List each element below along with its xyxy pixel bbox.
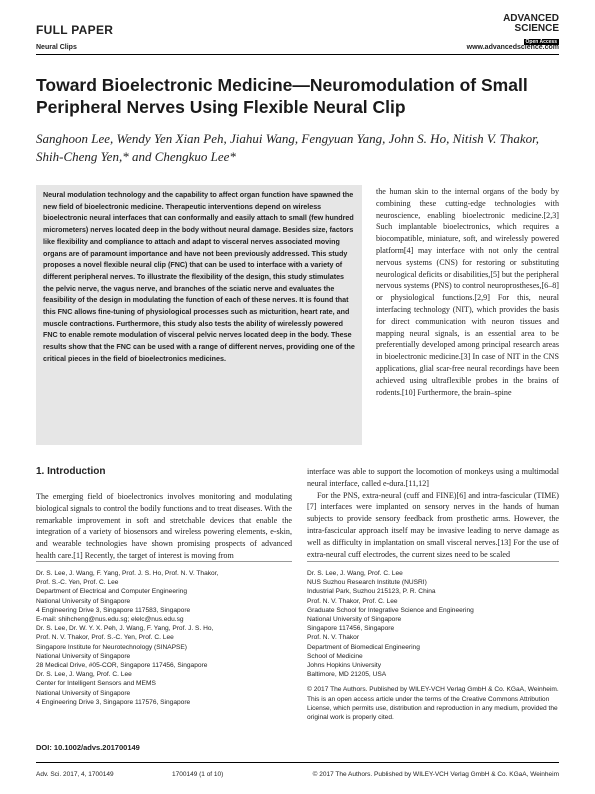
footer-page-number: 1700149 (1 of 10) — [172, 771, 224, 778]
intro-paragraph: The emerging field of bioelectronics involves monitoring and modulating biological signals to control the bodily functions and to treat diseases. With the remarkable improvement in soft and stretchable devices that enable the integration of a variety of biosensors and wireless powering elements, e-skin, and wearable technologies have shown promising prospects of advanced health care.[1] Recently, the target of interest is moving from — [36, 492, 292, 560]
affiliations-right — [307, 569, 559, 722]
affiliation-line: Baltimore, MD 21205, USA — [307, 671, 387, 679]
journal-logo — [503, 14, 559, 45]
affiliation-line: Dr. S. Lee, J. Wang, Prof. C. Lee — [307, 570, 403, 577]
right-column-continuation — [307, 466, 559, 560]
affiliation-line: Department of Biomedical Engineering — [307, 643, 420, 651]
affiliation-line: Singapore 117456, Singapore — [307, 625, 395, 633]
footnote-rule-left — [36, 561, 292, 562]
affiliation-line: 4 Engineering Drive 3, Singapore 117576, Singapore — [36, 698, 191, 706]
affiliation-email: E-mail: shihcheng@nus.edu.sg; elelc@nus.edu.sg — [36, 616, 184, 624]
affiliation-line: Graduate School for Integrative Science and Engineering — [307, 606, 474, 614]
affiliation-line: School of Medicine — [307, 652, 363, 660]
affiliation-line: Dr. S. Lee, J. Wang, F. Yang, Prof. J. S. Ho, Prof. N. V. Thakor, — [36, 570, 219, 577]
paragraph-pns: For the PNS, extra-neural (cuff and FINE)[6] and intra-fascicular (TIME)[7] interfaces were implanted on sensory nerves in the hands of human subjects to provide sensory feedback from prosthetic arms. However, the intra-fascicular approach itself may be invasive leading to nerve damage as well as difficulty in implantation on small visceral nerves.[13] For the use of extra-neural cuff electrodes, the current sizes need to be scaled — [307, 490, 559, 559]
affiliation-line: Department of Electrical and Computer Engineering — [36, 588, 188, 596]
affiliation-line: Prof. N. V. Thakor, Prof. S.-C. Yen, Prof. C. Lee — [36, 634, 174, 642]
affiliation-line: Dr. S. Lee, Dr. W. Y. X. Peh, J. Wang, F. Yang, Prof. J. S. Ho, — [36, 625, 214, 633]
affiliation-line: Center for Intelligent Sensors and MEMS — [36, 680, 156, 688]
affiliation-line: Prof. N. V. Thakor, Prof. C. Lee — [307, 597, 398, 605]
affiliation-line: Prof. N. V. Thakor — [307, 634, 360, 642]
abstract-text: Neural modulation technology and the capability to affect organ function have spawned the new field of bioelectronic medicine. Therapeutic interventions depend on wireless bioelectronic neural interfaces that can conformally and easily attach to small (few hundred micrometers) nerves located deep in the body without neural damage. Besides size, factors like flexibility and compliance to attach and adapt to visceral nerves associated moving organs are of paramount importance and have not been previously addressed. This study proposes a novel flexible neural clip (FNC) that can be used to interface with a variety of different peripheral nerves. To illustrate the flexibility of the design, this study stimulates the pelvic nerve, the vagus nerve, and branches of the sciatic nerve and evaluates the feasibility of the design in modulating the function of each of these nerves. It is found that this FNC allows fine-tuning of physiological processes such as micturition, heart rate, and muscle contractions. Furthermore, this study also tests the ability of wirelessly powered FNC to enable remote modulation of visceral pelvic nerves located deep in the body. These results show that the FNC can be used with a range of different nerves, providing one of the critical pieces in the field of bioelectronics medicines. — [43, 191, 355, 363]
affiliations-left — [36, 569, 292, 707]
logo-line-2: SCIENCE — [514, 23, 559, 34]
paragraph-e-dura: interface was able to support the locomotion of monkeys using a multimodal neural interface, called e-dura.[11,12] — [307, 467, 559, 488]
footer-copyright: © 2017 The Authors. Published by WILEY-VCH Verlag GmbH & Co. KGaA, Weinheim — [312, 771, 559, 778]
footer-rule — [36, 762, 559, 763]
doi-link[interactable]: DOI: 10.1002/advs.201700149 — [36, 743, 140, 752]
journal-url: www.advancedscience.com — [466, 44, 559, 51]
footer-citation: Adv. Sci. 2017, 4, 1700149 — [36, 771, 114, 778]
header-rule — [36, 54, 559, 55]
article-title: Toward Bioelectronic Medicine—Neuromodulation of Small Peripheral Nerves Using Flexible Neural Clip — [36, 75, 528, 117]
logo-line-1: ADVANCED — [503, 13, 559, 24]
affiliation-line: National University of Singapore — [36, 689, 131, 697]
affiliation-line: 4 Engineering Drive 3, Singapore 117583, Singapore — [36, 606, 191, 614]
license-notice: © 2017 The Authors. Published by WILEY-VCH Verlag GmbH & Co. KGaA, Weinheim. This is an open access article under the terms of the Creative Commons Attribution License, which permits use, distribution and reproduction in any medium, provided the original work is properly cited. — [307, 686, 559, 722]
right-column-text: the human skin to the internal organs of the body by combining these cutting-edge technologies with neuroscience, enabling bioelectronic medicine.[2,3] Such implantable bioelectronics, which requires a biocompatible, miniature, soft, and wirelessly powered platform[4] may interface with not only the central nervous systems (CNS) for restoring or substituting neurological deficits or disabilities,[5] but the peripheral nervous systems (PNS) to control neuroprostheses,[6–8] or physiological functions.[2,9] For this, neural interfacing technology (NIT), which provides the basis for direct communication with neuron tissues and mapping neural signals, is an essential area to be preferentially developed among principal research areas in bioelectronic medicine.[3] In case of NIT in the CNS applications, glial scar-free neural recordings have been achieved using ultraflexible probes in the brains of rodents.[10] Furthermore, the brain–spine — [376, 187, 559, 397]
article-type-label: FULL PAPER — [36, 23, 114, 37]
affiliation-line: Johns Hopkins University — [307, 662, 382, 670]
section-label: Neural Clips — [36, 44, 77, 51]
footnote-rule-right — [307, 561, 559, 562]
abstract-box — [36, 185, 362, 445]
affiliation-line: Industrial Park, Suzhou 215123, P. R. China — [307, 588, 436, 596]
affiliation-line: National University of Singapore — [307, 616, 402, 624]
affiliation-line: Prof. S.-C. Yen, Prof. C. Lee — [36, 579, 119, 587]
author-list: Sanghoon Lee, Wendy Yen Xian Peh, Jiahui Wang, Fengyuan Yang, John S. Ho, Nitish V. Thakor, Shih-Cheng Yen,* and Chengkuo Lee* — [36, 131, 540, 164]
open-access-badge: Open Access — [525, 39, 557, 45]
affiliation-line: 28 Medical Drive, #05-COR, Singapore 117456, Singapore — [36, 662, 208, 670]
affiliation-line: NUS Suzhou Research Institute (NUSRI) — [307, 579, 427, 587]
affiliation-line: National University of Singapore — [36, 652, 131, 660]
intro-heading: 1. Introduction — [36, 466, 106, 477]
affiliation-line: National University of Singapore — [36, 597, 131, 605]
affiliation-line: Dr. S. Lee, J. Wang, Prof. C. Lee — [36, 671, 132, 679]
affiliation-line: Singapore Institute for Neurotechnology (SINAPSE) — [36, 643, 188, 651]
